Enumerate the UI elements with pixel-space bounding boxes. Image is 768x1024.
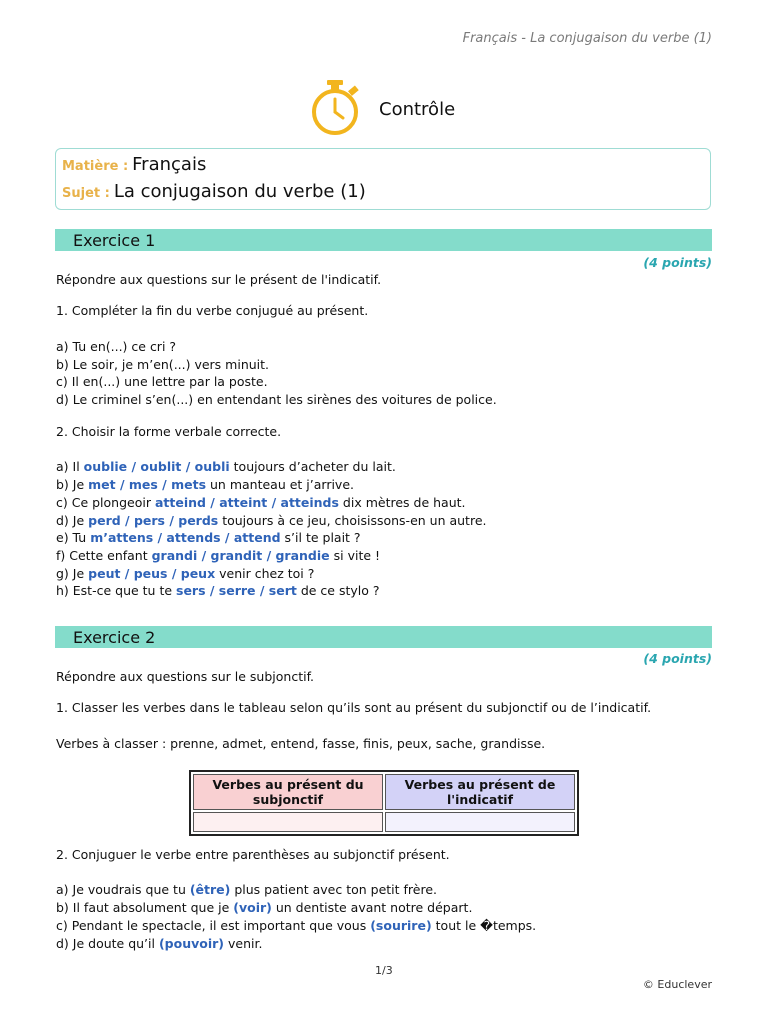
verb-infinitive: (voir) bbox=[233, 900, 272, 915]
exercise-2-question-1: 1. Classer les verbes dans le tableau selon qu’ils sont au présent du subjonctif ou de l’indicatif. bbox=[56, 700, 652, 715]
item-text: un dentiste avant notre départ. bbox=[271, 900, 473, 915]
stopwatch-icon bbox=[310, 76, 366, 138]
verb-choices: m’attens / attends / attend bbox=[90, 530, 281, 545]
item-text: h) Est-ce que tu te bbox=[56, 583, 177, 598]
list-item bbox=[56, 900, 472, 915]
column-header-subjunctive: Verbes au présent du subjonctif bbox=[193, 774, 383, 810]
document-title: Contrôle bbox=[379, 99, 456, 120]
page-number: 1/3 bbox=[375, 964, 393, 977]
list-item bbox=[56, 495, 466, 510]
list-item bbox=[56, 583, 380, 598]
item-text: c) Pendant le spectacle, il est important que vous bbox=[56, 918, 371, 933]
list-item bbox=[56, 530, 361, 545]
exercise-1-title: Exercice 1 bbox=[73, 231, 156, 250]
topic-row bbox=[62, 181, 366, 202]
topic-value: La conjugaison du verbe (1) bbox=[113, 181, 366, 202]
item-text: b) Je bbox=[56, 477, 89, 492]
exercise-1-header bbox=[55, 229, 712, 251]
topic-label: Sujet : bbox=[62, 186, 110, 201]
list-item bbox=[56, 936, 262, 951]
item-text: s’il te plait ? bbox=[280, 530, 361, 545]
item-text: un manteau et j’arrive. bbox=[206, 477, 354, 492]
item-text: d) Je bbox=[56, 513, 89, 528]
exercise-1-question-2: 2. Choisir la forme verbale correcte. bbox=[56, 424, 282, 439]
verb-choices: perd / pers / perds bbox=[88, 513, 219, 528]
verb-infinitive: (être) bbox=[189, 882, 231, 897]
list-item bbox=[56, 459, 396, 474]
item-text: tout le �temps. bbox=[431, 918, 537, 933]
exercise-2-points: (4 points) bbox=[643, 651, 712, 666]
exercise-1-points: (4 points) bbox=[643, 255, 712, 270]
list-item bbox=[56, 882, 437, 897]
subjunctive-answer-cell[interactable] bbox=[193, 812, 383, 832]
list-item: d) Le criminel s’en(...) en entendant les sirènes des voitures de police. bbox=[56, 392, 497, 407]
item-text: venir. bbox=[224, 936, 263, 951]
item-text: a) Il bbox=[56, 459, 84, 474]
item-text: venir chez toi ? bbox=[215, 566, 315, 581]
column-header-indicative: Verbes au présent de l'indicatif bbox=[385, 774, 575, 810]
indicative-answer-cell[interactable] bbox=[385, 812, 575, 832]
list-item: c) Il en(...) une lettre par la poste. bbox=[56, 374, 268, 389]
verb-choices: sers / serre / sert bbox=[176, 583, 297, 598]
item-text: f) Cette enfant bbox=[56, 548, 152, 563]
list-item bbox=[56, 566, 314, 581]
verb-choices: atteind / atteint / atteinds bbox=[154, 495, 339, 510]
item-text: d) Je doute qu’il bbox=[56, 936, 159, 951]
item-text: e) Tu bbox=[56, 530, 91, 545]
exercise-1-question-1: 1. Compléter la fin du verbe conjugué au présent. bbox=[56, 303, 369, 318]
verbs-to-classify: Verbes à classer : prenne, admet, entend, fasse, finis, peux, sache, grandisse. bbox=[56, 736, 546, 751]
item-text: a) Je voudrais que tu bbox=[56, 882, 190, 897]
list-item bbox=[56, 548, 380, 563]
subject-value: Français bbox=[132, 154, 207, 175]
verb-infinitive: (pouvoir) bbox=[158, 936, 225, 951]
verb-choices: grandi / grandit / grandie bbox=[151, 548, 330, 563]
item-text: dix mètres de haut. bbox=[338, 495, 466, 510]
item-text: si vite ! bbox=[329, 548, 381, 563]
running-header: Français - La conjugaison du verbe (1) bbox=[462, 31, 712, 46]
item-text: b) Il faut absolument que je bbox=[56, 900, 234, 915]
classification-table bbox=[189, 770, 579, 836]
subject-label: Matière : bbox=[62, 159, 129, 174]
item-text: de ce stylo ? bbox=[296, 583, 380, 598]
exercise-2-header bbox=[55, 626, 712, 648]
list-item bbox=[56, 477, 354, 492]
exercise-2-intro: Répondre aux questions sur le subjonctif. bbox=[56, 669, 315, 684]
item-text: g) Je bbox=[56, 566, 89, 581]
item-text: c) Ce plongeoir bbox=[56, 495, 155, 510]
item-text: toujours d’acheter du lait. bbox=[229, 459, 396, 474]
list-item bbox=[56, 513, 486, 528]
item-text: toujours à ce jeu, choisissons-en un autre. bbox=[218, 513, 487, 528]
list-item: b) Le soir, je m’en(...) vers minuit. bbox=[56, 357, 270, 372]
verb-choices: oublie / oublit / oubli bbox=[83, 459, 230, 474]
table-header-row bbox=[193, 774, 575, 810]
subject-info-box bbox=[55, 148, 711, 210]
exercise-2-question-2: 2. Conjuguer le verbe entre parenthèses au subjonctif présent. bbox=[56, 847, 450, 862]
list-item: a) Tu en(...) ce cri ? bbox=[56, 339, 177, 354]
subject-row bbox=[62, 154, 206, 175]
exercise-1-intro: Répondre aux questions sur le présent de l'indicatif. bbox=[56, 272, 382, 287]
verb-infinitive: (sourire) bbox=[370, 918, 432, 933]
copyright: © Educlever bbox=[642, 978, 712, 991]
item-text: plus patient avec ton petit frère. bbox=[230, 882, 438, 897]
verb-choices: met / mes / mets bbox=[88, 477, 207, 492]
table-row bbox=[193, 812, 575, 832]
list-item bbox=[56, 918, 536, 933]
exercise-2-title: Exercice 2 bbox=[73, 628, 156, 647]
verb-choices: peut / peus / peux bbox=[88, 566, 216, 581]
